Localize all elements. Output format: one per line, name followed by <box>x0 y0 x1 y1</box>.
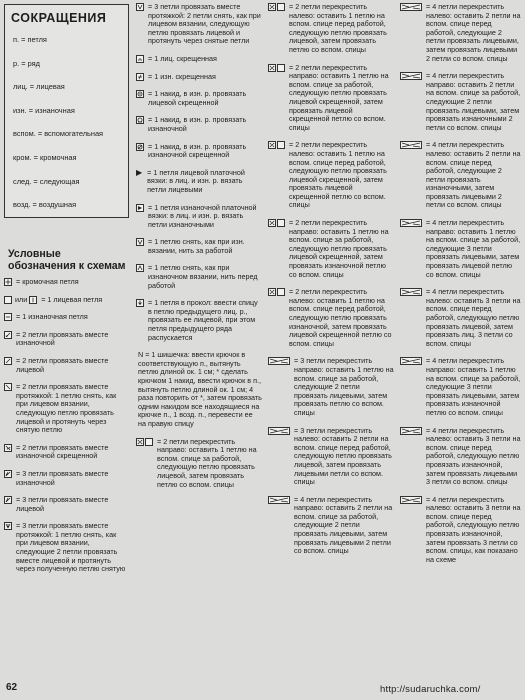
stitch-symbol-icon <box>4 296 38 305</box>
legend-entry <box>136 143 262 160</box>
legend-entry-text: = 4 петли перекрестить налево: оставить 3 петли на вспом. спице перед работой, следующую петлю провязать изнаночной, затем провязать лицевыми 3 петли со вспом. спицы <box>426 425 521 487</box>
abbreviation-item: изн. = изнаночная <box>13 105 75 115</box>
legend-entry-text: = 4 петли перекрестить налево: оставить 2 петли на вспом. спице перед работой, следующие 2 петли провязать лицевыми, затем провязать лицевыми 2 петли со вспом. спицы <box>426 2 521 63</box>
watermark: http://sudaruchka.com/ <box>380 684 481 695</box>
legend-entry <box>4 522 129 574</box>
legend-entry-text: = 3 петли перекрестить направо: оставить 1 петлю на вспом. спице за работой, следующие 2 петли провязать лицевыми, затем провязать петлю со вспом. спицы <box>294 356 394 417</box>
legend-entry <box>136 264 262 290</box>
column-4 <box>400 3 521 573</box>
symbol-cell <box>4 496 12 504</box>
legend-entry-text: = 1 накид, в изн. р. провязать изнаночной <box>148 115 247 133</box>
stitch-symbol-icon <box>4 278 13 286</box>
symbol-cell <box>4 522 12 530</box>
symbol-cell <box>400 357 422 365</box>
symbol-cell <box>4 444 12 452</box>
stitch-symbol-icon <box>268 64 286 72</box>
legend-entry-text: = 1 лиц. скрещенная <box>148 53 217 63</box>
symbol-cell <box>136 204 144 212</box>
abbreviation-item: лиц. = лицевая <box>13 82 65 92</box>
abbreviations-title: СОКРАЩЕНИЯ <box>11 11 107 25</box>
legend-entry-text: = 1 изнаночная петля <box>16 312 88 322</box>
stitch-symbol-icon <box>268 427 291 435</box>
symbol-cell <box>145 438 153 446</box>
legend-entry-text: = 2 петли перекрестить направо: оставить 1 петлю на вспом. спице за работой, следующую петлю провязать лицевой скрещенной, затем провязать лицевой скрещенной петлю со вспом. спицы <box>289 62 389 132</box>
legend-entry <box>4 331 129 348</box>
stitch-symbol-icon <box>268 141 286 149</box>
legend-entry <box>136 73 262 82</box>
legend-entry <box>400 3 521 63</box>
abbreviation-item: кром. = кромочная <box>13 152 77 162</box>
abbreviation-item: п. = петля <box>13 35 47 44</box>
legend-entry <box>136 204 262 230</box>
abbreviation-item: вспом. = вспомогательная <box>13 129 104 139</box>
symbol-cell <box>400 288 422 296</box>
symbol-cell <box>268 219 276 227</box>
legend-entry <box>400 357 521 417</box>
legend-entry <box>400 288 521 348</box>
legend-entry <box>268 496 394 556</box>
stitch-symbol-icon <box>268 219 286 227</box>
bobble-line-1: N = 1 шишечка: ввести крючок в соответствующую п., вытянуть петлю длиной ок. 1 см; <box>138 350 246 377</box>
legend-entry <box>4 278 129 287</box>
symbol-cell <box>29 296 37 304</box>
stitch-symbol-icon <box>268 3 286 11</box>
symbol-cell <box>268 3 276 11</box>
legend-entry <box>400 141 521 210</box>
stitch-symbol-icon <box>400 219 423 227</box>
stitch-symbol-icon <box>4 444 13 452</box>
symbol-cell <box>277 141 285 149</box>
legend-entry-text: = 1 накид, в изн. р. провязать изнаночной скрещенной <box>148 141 247 160</box>
legend-entry-text: = 4 петли перекрестить налево: оставить 2 петли на вспом. спице перед работой, следующие 2 петли провязать изнаночными, затем провязать лицевыми 2 петли со вспом. спицы <box>426 140 521 210</box>
legend-entry-text: = 3 петли провязать вместе протяжкой: 2 петли снять, как при лицевом вязании, следующую петлю провязать лицевой и протянуть через снятые петли <box>148 2 261 46</box>
stitch-symbol-icon <box>4 470 13 478</box>
legend-entry-text: = 2 петли провязать вместе изнаночной <box>16 329 109 348</box>
stitch-symbol-icon <box>136 204 145 212</box>
stitch-symbol-icon <box>4 313 13 321</box>
symbol-cell <box>136 264 144 272</box>
legend-entry-text: = 2 петли провязать вместе изнаночной скрещенной <box>16 442 109 461</box>
legend-entry <box>268 3 394 55</box>
legend-entry-text: = 3 петли провязать вместе протяжкой: 1 петлю снять, как при лицевом вязании, следующие 2 петли провязать вместе лицевой и протянуть через полученную петлю снятую <box>16 521 126 574</box>
stitch-symbol-icon <box>268 357 291 365</box>
legend-entry <box>136 116 262 133</box>
symbol-cell <box>136 143 144 151</box>
stitch-symbol-icon <box>136 3 145 11</box>
legend-entry <box>4 496 129 513</box>
abbreviations-box <box>4 4 129 218</box>
stitch-symbol-icon <box>400 141 423 149</box>
legend-entry <box>268 141 394 210</box>
legend-entry-text: = 2 петли перекрестить направо: оставить 1 петлю на вспом. спице за работой, следующую петлю провязать лицевой скрещенной, затем провязать изнаночной петлю со вспом. спицы <box>289 218 389 279</box>
legend-entry-text: = 4 петли перекрестить направо: оставить 1 петлю на вспом. спице за работой, следующие 3 петли провязать лицевыми, затем провязать лицевой петлю со вспом. спицы <box>426 218 521 279</box>
legend-entry-text: = 1 петля лицевой платочной вязки: в лиц. и изн. р. вязать петли лицевыми <box>147 167 245 194</box>
symbol-cell <box>4 313 12 321</box>
symbol-cell <box>4 278 12 286</box>
symbol-cell <box>136 90 144 98</box>
legend-entry-text: = кромочная петля <box>16 277 79 286</box>
stitch-symbol-icon <box>136 55 145 63</box>
bobble-description <box>138 351 262 428</box>
symbol-cell <box>268 357 290 365</box>
legend-entry-text: = 3 петли провязать вместе изнаночной <box>16 468 109 487</box>
symbol-cell <box>136 238 144 246</box>
legend-entry <box>4 444 129 461</box>
stitch-symbol-icon <box>136 438 154 446</box>
stitch-symbol-icon <box>400 3 423 11</box>
stitch-symbol-icon <box>136 116 145 124</box>
legend-entry-text: = 2 петли провязать вместе лицевой <box>16 355 109 374</box>
legend-title: Условные обозначения к схемам <box>8 248 126 272</box>
legend-entry <box>4 313 129 322</box>
symbol-cell <box>4 357 12 365</box>
legend-entry <box>136 238 262 255</box>
legend-list-col1 <box>4 278 129 574</box>
symbol-cell <box>136 438 144 446</box>
symbol-cell <box>136 73 144 81</box>
legend-entry-text: = 4 петли перекрестить направо: оставить 2 петли на вспом. спице за работой, следующие 2 петли провязать лицевыми, затем провязать изнаночными 2 петли со вспом. спицы <box>426 71 521 132</box>
symbol-cell <box>268 496 290 504</box>
legend-entry-text: = 1 накид, в изн. р. провязать лицевой скрещенной <box>148 89 247 107</box>
abbreviation-item: р. = ряд <box>13 58 40 68</box>
legend-entry-text: = 1 петля изнаночной платочной вязки: в лиц. и изн. р. вязать петли изнаночными <box>148 202 257 229</box>
symbol-cell <box>136 55 144 63</box>
legend-entry-text: = 1 лицевая петля <box>41 294 103 304</box>
stitch-symbol-icon <box>136 90 145 98</box>
symbol-cell <box>136 116 144 124</box>
legend-list-col4 <box>400 3 521 564</box>
legend-entry-text: = 2 петли перекрестить направо: оставить 1 петлю на вспом. спице за работой, следующую петлю провязать лицевой, затем провязать петлю со вспом. спицы <box>157 436 257 489</box>
legend-list-col2 <box>136 3 262 342</box>
legend-entry <box>136 438 262 490</box>
stitch-symbol-icon <box>4 331 13 339</box>
legend-entry <box>400 496 521 565</box>
symbol-cell <box>4 383 12 391</box>
symbol-cell <box>400 72 422 80</box>
legend-entry <box>136 90 262 107</box>
legend-entry <box>268 288 394 348</box>
legend-entry-text: = 1 петлю снять, как при изнаночном вязании, нить перед работой <box>148 263 258 290</box>
legend-entry-text: = 4 петли перекрестить направо: оставить 1 петлю на вспом. спице за работой, следующие 3 петли провязать лицевыми, затем провязать изнаночной петлю со вспом. спицы <box>426 356 521 417</box>
legend-list-col3 <box>268 3 394 556</box>
legend-list-col2b <box>136 438 262 490</box>
legend-entry <box>136 169 262 195</box>
legend-entry <box>4 357 129 374</box>
column-1 <box>4 0 129 583</box>
legend-entry <box>268 427 394 487</box>
legend-entry <box>136 299 262 342</box>
symbol-cell <box>277 3 285 11</box>
column-3 <box>268 3 394 565</box>
symbol-cell <box>268 288 276 296</box>
legend-entry-text: = 1 петля в прокол: ввести спицу в петлю предыдущего лиц. р., провязать ее лицевой, при этом петля предыдущего ряда распускается <box>148 298 258 342</box>
stitch-symbol-icon <box>4 522 13 530</box>
legend-entry <box>136 55 262 64</box>
stitch-symbol-icon <box>268 496 291 504</box>
legend-entry-text: = 2 петли перекрестить налево: оставить 1 петлю на вспом. спице перед работой, следующую петлю провязать лицевой, затем провязать петлю со вспом. спицы <box>289 2 387 54</box>
legend-entry-text: = 3 петли провязать вместе лицевой <box>16 495 109 513</box>
stitch-symbol-icon <box>136 73 145 81</box>
legend-entry-text: = 1 петлю снять, как при изн. вязании, нить за работой <box>148 237 245 255</box>
stitch-symbol-icon <box>400 496 423 504</box>
symbol-cell <box>268 141 276 149</box>
legend-entry <box>268 64 394 133</box>
symbol-cell <box>268 64 276 72</box>
stitch-symbol-icon <box>136 264 145 272</box>
stitch-symbol-icon <box>400 427 423 435</box>
symbol-cell <box>4 331 12 339</box>
abbreviation-item: возд. = воздушная <box>13 200 77 210</box>
symbol-cell <box>400 427 422 435</box>
symbol-cell <box>277 219 285 227</box>
stitch-symbol-icon <box>136 143 145 151</box>
legend-entry <box>4 383 129 435</box>
symbol-cell <box>268 427 290 435</box>
legend-entry-text: = 4 петли перекрестить налево: оставить 3 петли на вспом. спице перед работой, следующую петлю провязать изнаночной, затем провязать 3 петли со вспом. спицы, как показано на схеме <box>426 494 521 564</box>
stitch-symbol-icon <box>4 496 13 504</box>
symbol-cell <box>277 288 285 296</box>
stitch-symbol-icon <box>400 72 423 80</box>
legend-entry-text: = 3 петли перекрестить налево: оставить 2 петли на вспом. спице перед работой, следующую петлю провязать лицевой, затем провязать лицевыми петли со вспом. спицы <box>294 425 392 487</box>
legend-entry <box>136 3 262 46</box>
stitch-symbol-icon <box>136 169 144 178</box>
bobble-line-2: * сделать крючком 1 накид, ввести крючок в п., вытянуть петлю длиной ок. 1 см; 4 раза повторить от *, затем провязать одним накидом все находящиеся на крючке п., 1 возд. п., перевести ее на правую спицу <box>138 367 262 428</box>
legend-entry-text: = 2 петли перекрестить налево: оставить 1 петлю на вспом. спице перед работой, следующую петлю провязать лицевой скрещенной, затем провязать лицевой скрещенной петлю со вспом. спицы <box>289 140 387 210</box>
symbol-cell <box>4 296 12 304</box>
legend-entry <box>4 296 129 305</box>
legend-entry-text: = 4 петли перекрестить налево: оставить 3 петли на вспом. спице перед работой, следующую петлю провязать лицевой, затем провязать лиц. 3 петли со вспом. спицы <box>426 287 521 348</box>
legend-entry <box>400 219 521 279</box>
stitch-symbol-icon <box>400 357 423 365</box>
legend-entry-text: = 2 петли провязать вместе протяжкой: 1 петлю снять, как при лицевом вязании, следующую петлю провязать лицевой и протянуть через снятую петлю <box>16 382 117 435</box>
stitch-symbol-icon <box>400 288 423 296</box>
or-separator: или <box>15 294 28 304</box>
triangle-right-icon: ▶ <box>136 167 143 177</box>
abbreviation-item: след. = следующая <box>13 176 80 186</box>
symbol-cell <box>400 141 422 149</box>
legend-entry <box>268 357 394 417</box>
legend-entry-text: = 1 изн. скрещенная <box>148 71 216 81</box>
stitch-symbol-icon <box>4 357 13 365</box>
stitch-symbol-icon <box>136 238 145 246</box>
column-2 <box>136 3 262 498</box>
symbol-cell <box>136 299 144 307</box>
stitch-symbol-icon <box>136 299 145 307</box>
page-number: 62 <box>6 682 18 693</box>
symbol-cell <box>400 3 422 11</box>
legend-entry <box>400 427 521 487</box>
stitch-symbol-icon <box>268 288 286 296</box>
symbol-cell <box>136 3 144 11</box>
legend-entry-text: = 2 петли перекрестить налево: оставить 1 петлю на вспом. спице перед работой, следующую петлю провязать изнаночной, затем провязать лицевой скрещенной петлю со вспом. спицы <box>289 287 392 348</box>
legend-entry <box>268 219 394 279</box>
symbol-cell <box>400 219 422 227</box>
symbol-cell <box>277 64 285 72</box>
legend-entry <box>4 470 129 487</box>
legend-entry-text: = 4 петли перекрестить направо: оставить 2 петли на вспом. спице за работой, следующие 2 петли провязать лицевыми, затем провязать лицевыми 2 петли со вспом. спицы <box>294 494 393 556</box>
symbol-cell <box>400 496 422 504</box>
stitch-symbol-icon <box>4 383 13 391</box>
legend-entry <box>400 72 521 132</box>
symbol-cell <box>4 470 12 478</box>
